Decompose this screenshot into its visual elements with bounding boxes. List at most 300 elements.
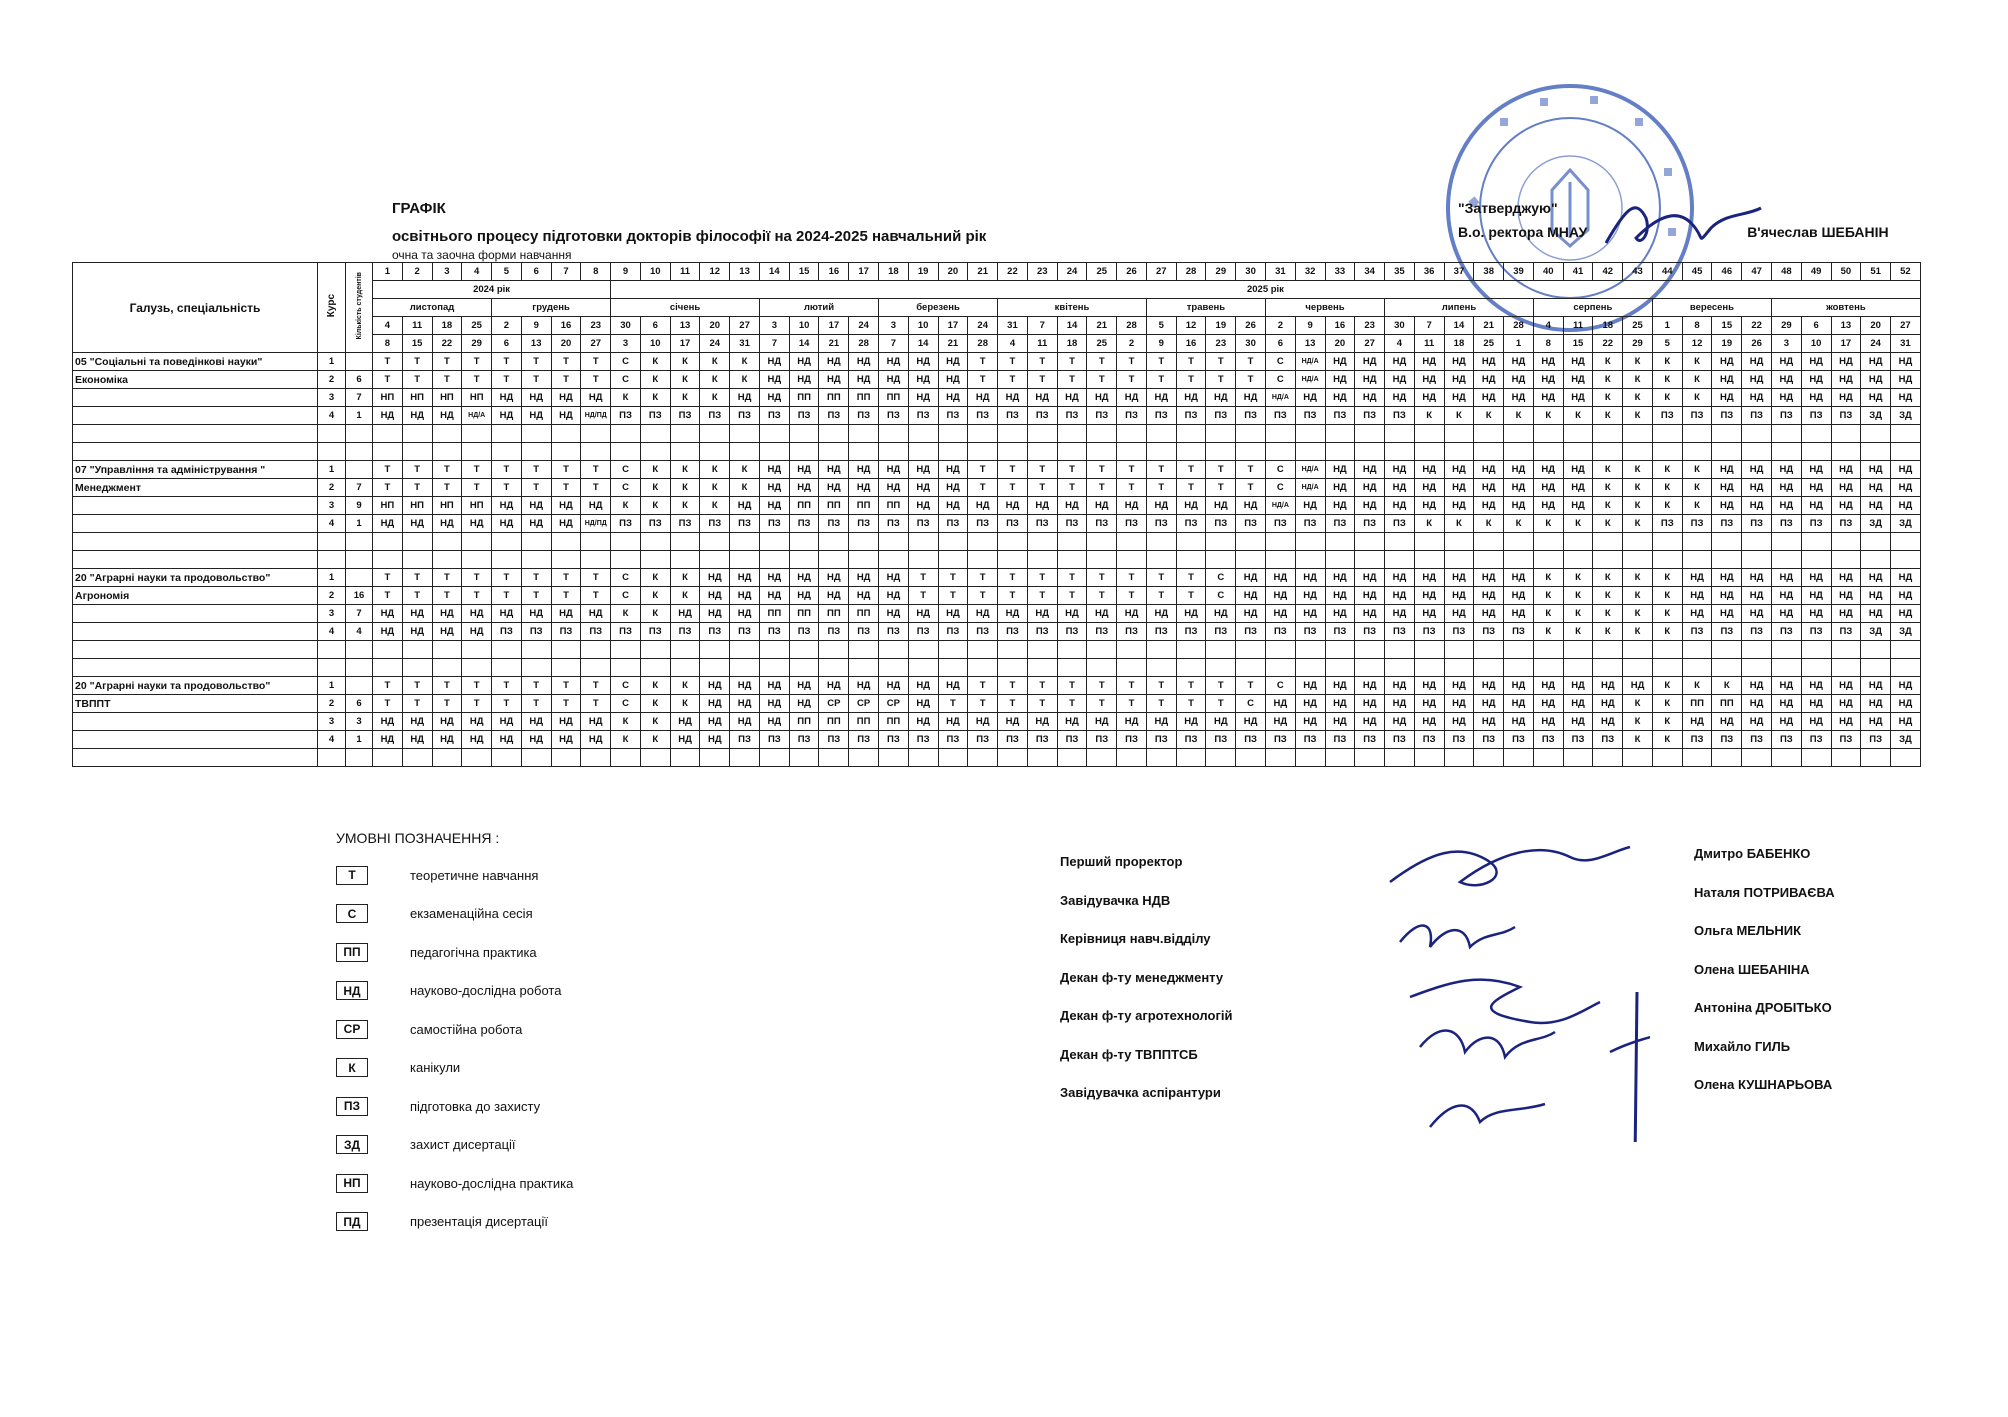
week-number: 20 <box>938 263 968 281</box>
schedule-cell: НД/А <box>1265 497 1295 515</box>
schedule-cell: НД <box>1474 461 1504 479</box>
schedule-cell: ПП <box>1712 695 1742 713</box>
blank-cell <box>1831 749 1861 767</box>
week-end-day: 18 <box>1057 335 1087 353</box>
blank-cell <box>1117 659 1147 677</box>
blank-cell <box>318 749 346 767</box>
schedule-cell: Т <box>1117 695 1147 713</box>
week-number: 49 <box>1801 263 1831 281</box>
schedule-cell: НД <box>1265 695 1295 713</box>
schedule-cell: НД <box>1712 461 1742 479</box>
schedule-cell: К <box>1623 623 1653 641</box>
schedule-cell: ПЗ <box>1236 515 1266 533</box>
schedule-cell: К <box>730 353 760 371</box>
legend <box>336 830 573 1241</box>
blank-cell <box>521 641 551 659</box>
schedule-cell: НД <box>1801 479 1831 497</box>
week-start-day: 2 <box>492 317 522 335</box>
schedule-cell: НД <box>700 569 730 587</box>
schedule-cell: НД <box>1801 353 1831 371</box>
schedule-cell: НД <box>1087 713 1117 731</box>
blank-cell <box>432 425 462 443</box>
schedule-cell: НД <box>1563 677 1593 695</box>
blank-cell <box>1771 533 1801 551</box>
blank-cell <box>1414 533 1444 551</box>
schedule-cell: Т <box>402 587 432 605</box>
schedule-cell: НД <box>730 497 760 515</box>
week-end-day: 14 <box>908 335 938 353</box>
schedule-cell: Т <box>1057 587 1087 605</box>
schedule-cell: НД <box>402 623 432 641</box>
schedule-cell: НД <box>1385 479 1415 497</box>
blank-cell <box>1087 551 1117 569</box>
schedule-cell: ПЗ <box>670 407 700 425</box>
schedule-cell: НД <box>1563 389 1593 407</box>
blank-cell <box>1027 443 1057 461</box>
schedule-cell: Т <box>1206 461 1236 479</box>
schedule-cell: К <box>730 479 760 497</box>
schedule-cell: Т <box>938 569 968 587</box>
blank-cell <box>789 659 819 677</box>
blank-cell <box>759 425 789 443</box>
schedule-cell: ПЗ <box>1831 623 1861 641</box>
schedule-cell: Т <box>1087 587 1117 605</box>
schedule-cell: НД <box>1891 461 1921 479</box>
schedule-cell: Т <box>373 695 403 713</box>
schedule-cell: Т <box>1176 479 1206 497</box>
schedule-cell: НД <box>1712 587 1742 605</box>
schedule-cell: НД <box>432 515 462 533</box>
blank-cell <box>611 641 641 659</box>
schedule-cell: НД <box>373 623 403 641</box>
schedule-cell: НД <box>1682 605 1712 623</box>
schedule-cell: К <box>1533 623 1563 641</box>
schedule-cell: НД <box>819 461 849 479</box>
week-start-day: 11 <box>402 317 432 335</box>
blank-cell <box>759 749 789 767</box>
week-end-day: 24 <box>1861 335 1891 353</box>
schedule-cell: К <box>1652 389 1682 407</box>
schedule-cell: Т <box>551 569 581 587</box>
schedule-cell: К <box>1593 497 1623 515</box>
blank-cell <box>1682 641 1712 659</box>
schedule-cell: НД <box>1771 371 1801 389</box>
schedule-cell: К <box>1593 569 1623 587</box>
schedule-cell: НД <box>1533 461 1563 479</box>
week-end-day: 23 <box>1206 335 1236 353</box>
week-start-day: 26 <box>1236 317 1266 335</box>
schedule-cell: ЗД <box>1861 623 1891 641</box>
schedule-cell: НД <box>938 497 968 515</box>
blank-cell <box>908 425 938 443</box>
blank-cell <box>700 443 730 461</box>
schedule-cell: Т <box>492 677 522 695</box>
schedule-cell: ЗД <box>1861 515 1891 533</box>
blank-cell <box>402 749 432 767</box>
schedule-cell: СР <box>849 695 879 713</box>
blank-cell <box>551 533 581 551</box>
schedule-cell: НД <box>1742 695 1772 713</box>
rector-signature <box>1596 188 1766 258</box>
schedule-cell: Т <box>521 461 551 479</box>
schedule-cell: НД <box>373 713 403 731</box>
blank-cell <box>373 659 403 677</box>
schedule-cell: НД <box>1176 713 1206 731</box>
blank-cell <box>1295 641 1325 659</box>
schedule-cell: Т <box>1146 353 1176 371</box>
blank-cell <box>402 641 432 659</box>
schedule-cell: К <box>1652 497 1682 515</box>
legend-item <box>336 895 573 934</box>
schedule-cell: НД <box>1325 371 1355 389</box>
schedule-cell: НД <box>700 713 730 731</box>
schedule-cell: Т <box>1206 353 1236 371</box>
empty-label <box>73 389 318 407</box>
week-end-day: 25 <box>1474 335 1504 353</box>
schedule-cell: НД <box>1563 713 1593 731</box>
blank-cell <box>1712 533 1742 551</box>
blank-cell <box>879 641 909 659</box>
schedule-cell: НД <box>730 569 760 587</box>
legend-item <box>336 933 573 972</box>
schedule-cell: К <box>1652 587 1682 605</box>
student-count: 1 <box>346 515 373 533</box>
schedule-cell: ПЗ <box>1652 515 1682 533</box>
week-end-day: 27 <box>581 335 611 353</box>
schedule-cell: ПЗ <box>1057 515 1087 533</box>
schedule-cell: НД <box>1295 605 1325 623</box>
week-start-day: 24 <box>968 317 998 335</box>
schedule-cell: К <box>1623 353 1653 371</box>
schedule-cell: ПЗ <box>849 515 879 533</box>
week-start-day: 22 <box>1742 317 1772 335</box>
schedule-row <box>73 605 1921 623</box>
schedule-cell: С <box>611 587 641 605</box>
schedule-cell: ПЗ <box>492 623 522 641</box>
blank-cell <box>1265 641 1295 659</box>
blank-cell <box>879 425 909 443</box>
schedule-cell: Т <box>432 461 462 479</box>
schedule-cell: Т <box>492 587 522 605</box>
schedule-cell: ПЗ <box>700 515 730 533</box>
week-number: 44 <box>1652 263 1682 281</box>
schedule-cell: ПЗ <box>1801 407 1831 425</box>
week-number: 31 <box>1265 263 1295 281</box>
blank-cell <box>1771 443 1801 461</box>
schedule-cell: НД <box>1325 695 1355 713</box>
schedule-cell: ПЗ <box>908 731 938 749</box>
schedule-cell: К <box>640 461 670 479</box>
schedule-cell: Т <box>581 677 611 695</box>
week-number: 34 <box>1355 263 1385 281</box>
blank-cell <box>1414 443 1444 461</box>
blank-cell <box>849 533 879 551</box>
schedule-cell: НД/ПД <box>581 407 611 425</box>
blank-cell <box>1563 551 1593 569</box>
week-start-day: 30 <box>1385 317 1415 335</box>
schedule-cell: НД <box>1771 677 1801 695</box>
blank-cell <box>462 533 492 551</box>
schedule-row <box>73 353 1921 371</box>
blank-cell <box>1593 425 1623 443</box>
blank-cell <box>1236 659 1266 677</box>
schedule-cell: НД <box>551 407 581 425</box>
blank-cell <box>908 533 938 551</box>
schedule-cell: ПЗ <box>1027 407 1057 425</box>
schedule-cell: Т <box>1057 479 1087 497</box>
schedule-cell: Т <box>1206 677 1236 695</box>
blank-cell <box>879 443 909 461</box>
week-number: 48 <box>1771 263 1801 281</box>
blank-cell <box>1117 443 1147 461</box>
schedule-cell: НД <box>551 389 581 407</box>
blank-cell <box>1801 659 1831 677</box>
blank-cell <box>1206 749 1236 767</box>
schedule-cell: К <box>640 389 670 407</box>
blank-cell <box>492 533 522 551</box>
legend-code: С <box>336 904 368 923</box>
blank-cell <box>1533 749 1563 767</box>
blank-cell <box>998 749 1028 767</box>
schedule-cell: НД <box>1504 461 1534 479</box>
blank-cell <box>346 641 373 659</box>
blank-cell <box>521 425 551 443</box>
blank-cell <box>1861 659 1891 677</box>
blank-cell <box>1831 551 1861 569</box>
schedule-cell: ПЗ <box>1414 731 1444 749</box>
schedule-cell: Т <box>1087 479 1117 497</box>
schedule-cell: Т <box>1027 371 1057 389</box>
schedule-cell: НД <box>1504 587 1534 605</box>
schedule-cell: ПП <box>819 389 849 407</box>
schedule-cell: Т <box>373 677 403 695</box>
blank-cell <box>346 749 373 767</box>
schedule-cell: НД <box>1474 587 1504 605</box>
schedule-cell: НД <box>1801 677 1831 695</box>
schedule-cell: ПЗ <box>1742 731 1772 749</box>
week-end-day: 7 <box>879 335 909 353</box>
schedule-cell: НД <box>373 605 403 623</box>
blank-cell <box>1533 425 1563 443</box>
schedule-cell: ПЗ <box>1742 623 1772 641</box>
blank-cell <box>908 749 938 767</box>
blank-cell <box>1117 533 1147 551</box>
schedule-cell: Т <box>1027 569 1057 587</box>
blank-cell <box>1474 749 1504 767</box>
blank-cell <box>849 749 879 767</box>
schedule-cell: ПЗ <box>700 407 730 425</box>
schedule-cell: НД <box>551 497 581 515</box>
schedule-cell: ПЗ <box>521 623 551 641</box>
week-start-day: 8 <box>1682 317 1712 335</box>
blank-cell <box>849 443 879 461</box>
schedule-cell: К <box>1623 497 1653 515</box>
schedule-cell: К <box>1533 587 1563 605</box>
blank-cell <box>1236 641 1266 659</box>
blank-cell <box>73 443 318 461</box>
schedule-row <box>73 731 1921 749</box>
schedule-cell: НД <box>402 605 432 623</box>
blank-cell <box>551 659 581 677</box>
schedule-cell: НД <box>1474 569 1504 587</box>
week-end-day: 1 <box>1504 335 1534 353</box>
schedule-cell: ПЗ <box>1295 407 1325 425</box>
week-start-day: 13 <box>670 317 700 335</box>
blank-cell <box>1861 551 1891 569</box>
blank-cell <box>1355 533 1385 551</box>
week-number: 40 <box>1533 263 1563 281</box>
schedule-cell: ПЗ <box>1831 731 1861 749</box>
blank-cell <box>1504 533 1534 551</box>
schedule-cell: ПЗ <box>759 515 789 533</box>
blank-cell <box>1385 551 1415 569</box>
schedule-cell: Т <box>1146 479 1176 497</box>
schedule-cell: С <box>1206 569 1236 587</box>
schedule-cell: НД <box>1027 605 1057 623</box>
month-header: травень <box>1146 299 1265 317</box>
schedule-cell: ПЗ <box>730 623 760 641</box>
schedule-cell: ПЗ <box>879 731 909 749</box>
schedule-cell: ПЗ <box>1146 407 1176 425</box>
schedule-cell: НД <box>908 479 938 497</box>
week-start-day: 29 <box>1771 317 1801 335</box>
schedule-cell: Т <box>521 677 551 695</box>
schedule-cell: К <box>640 605 670 623</box>
schedule-cell: К <box>1623 605 1653 623</box>
blank-cell <box>1652 551 1682 569</box>
blank-cell <box>346 551 373 569</box>
blank-cell <box>1117 551 1147 569</box>
schedule-cell: К <box>640 569 670 587</box>
schedule-cell: ПЗ <box>1474 731 1504 749</box>
schedule-cell: С <box>611 677 641 695</box>
blank-cell <box>1295 749 1325 767</box>
week-end-day: 3 <box>1771 335 1801 353</box>
schedule-cell: НД <box>1444 353 1474 371</box>
week-end-day: 29 <box>1623 335 1653 353</box>
blank-cell <box>73 749 318 767</box>
blank-cell <box>462 749 492 767</box>
schedule-cell: К <box>1623 371 1653 389</box>
schedule-cell: ПЗ <box>1682 731 1712 749</box>
schedule-cell: ПЗ <box>1295 515 1325 533</box>
legend-description: канікули <box>410 1060 461 1076</box>
blank-cell <box>1474 443 1504 461</box>
schedule-cell: Т <box>1146 695 1176 713</box>
schedule-cell: НД <box>1742 389 1772 407</box>
schedule-cell: НД <box>1117 389 1147 407</box>
schedule-cell: НД <box>908 605 938 623</box>
schedule-cell: НД <box>1444 371 1474 389</box>
schedule-cell: НД <box>1801 497 1831 515</box>
schedule-cell: Т <box>551 587 581 605</box>
blank-cell <box>1176 551 1206 569</box>
schedule-cell: Т <box>1117 479 1147 497</box>
schedule-cell: НД <box>1801 461 1831 479</box>
schedule-cell: НД <box>1712 605 1742 623</box>
schedule-cell: ПЗ <box>730 731 760 749</box>
schedule-cell: НД <box>908 497 938 515</box>
blank-cell <box>670 749 700 767</box>
schedule-cell: ПЗ <box>1236 407 1266 425</box>
schedule-cell: НД <box>759 569 789 587</box>
blank-cell <box>581 443 611 461</box>
schedule-cell: ПП <box>789 497 819 515</box>
schedule-cell: НД <box>819 587 849 605</box>
week-number: 29 <box>1206 263 1236 281</box>
schedule-cell: НД <box>373 731 403 749</box>
blank-cell <box>1533 641 1563 659</box>
schedule-cell: Т <box>998 587 1028 605</box>
schedule-cell: К <box>1623 587 1653 605</box>
blank-cell <box>730 443 760 461</box>
week-end-day: 21 <box>938 335 968 353</box>
schedule-cell: Т <box>1176 353 1206 371</box>
schedule-cell: НД <box>759 713 789 731</box>
signatory-name: Михайло ГИЛЬ <box>1694 1038 1791 1054</box>
schedule-cell: НД <box>1831 677 1861 695</box>
week-number: 39 <box>1504 263 1534 281</box>
schedule-cell: ЗД <box>1891 731 1921 749</box>
schedule-cell: ПП <box>879 497 909 515</box>
blank-cell <box>1146 533 1176 551</box>
blank-cell <box>1891 425 1921 443</box>
schedule-cell: К <box>611 605 641 623</box>
blank-cell <box>1504 641 1534 659</box>
blank-cell <box>1444 749 1474 767</box>
schedule-cell: К <box>1563 587 1593 605</box>
week-end-day: 10 <box>640 335 670 353</box>
schedule-cell: НД <box>1325 461 1355 479</box>
schedule-cell: НД <box>581 605 611 623</box>
week-start-day: 15 <box>1712 317 1742 335</box>
schedule-cell: ПЗ <box>640 623 670 641</box>
schedule-cell: ПЗ <box>819 515 849 533</box>
blank-cell <box>1712 551 1742 569</box>
schedule-cell: НД <box>1593 677 1623 695</box>
blank-cell <box>1146 443 1176 461</box>
schedule-cell: НД <box>938 713 968 731</box>
week-end-day: 22 <box>1593 335 1623 353</box>
signatory-name: Антоніна ДРОБІТЬКО <box>1694 1000 1832 1015</box>
schedule-cell: НД <box>1206 713 1236 731</box>
approval-position: В.о. ректора МНАУ <box>1458 224 1588 240</box>
blank-cell <box>908 659 938 677</box>
blank-cell <box>1057 641 1087 659</box>
week-number: 42 <box>1593 263 1623 281</box>
schedule-cell: НД <box>968 713 998 731</box>
schedule-cell: НД <box>1504 479 1534 497</box>
week-end-day: 13 <box>1295 335 1325 353</box>
schedule-cell: НД <box>1891 371 1921 389</box>
schedule-cell: ПЗ <box>1325 731 1355 749</box>
schedule-cell: НД <box>730 695 760 713</box>
schedule-cell: Т <box>1236 353 1266 371</box>
schedule-cell: Т <box>1236 371 1266 389</box>
schedule-cell: НД <box>1325 587 1355 605</box>
schedule-cell: НД <box>938 371 968 389</box>
schedule-cell: НД <box>492 515 522 533</box>
blank-cell <box>73 659 318 677</box>
schedule-cell: К <box>1563 623 1593 641</box>
student-count: 6 <box>346 371 373 389</box>
schedule-cell: К <box>1623 713 1653 731</box>
schedule-cell: НД <box>462 515 492 533</box>
empty-label <box>73 623 318 641</box>
week-end-day: 18 <box>1444 335 1474 353</box>
course-number: 2 <box>318 695 346 713</box>
schedule-cell: НД <box>1504 677 1534 695</box>
